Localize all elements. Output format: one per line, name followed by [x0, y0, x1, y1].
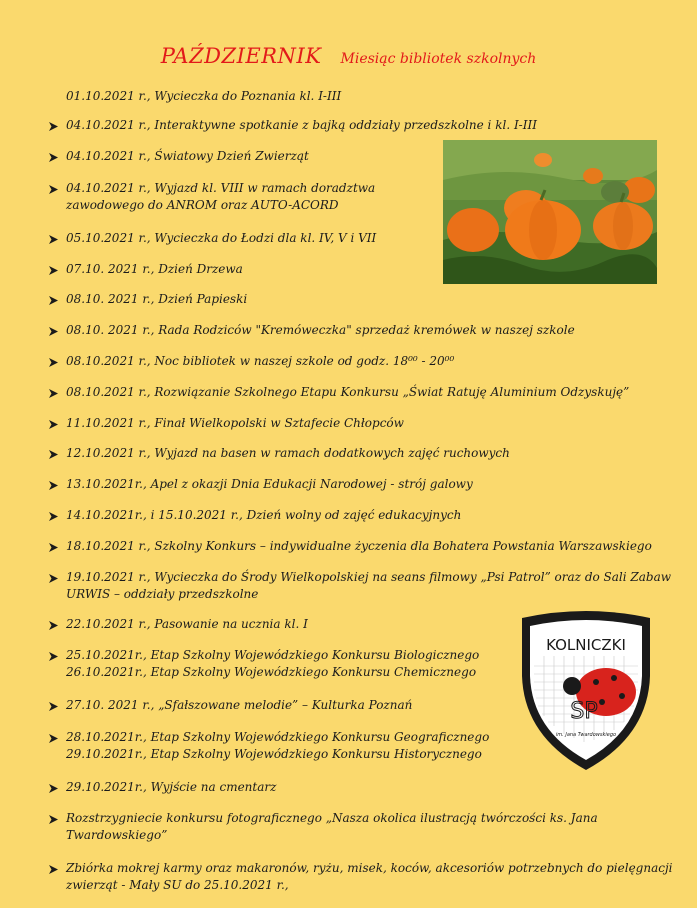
event-text [66, 261, 243, 278]
event-text [66, 148, 309, 165]
event-text [66, 291, 247, 308]
event-text [66, 569, 671, 603]
event-text [66, 729, 489, 763]
arrow-bullet-icon [48, 325, 59, 336]
event-text-line: zawodowego do ANROM oraz AUTO-ACORD [66, 198, 339, 212]
event-text [66, 476, 473, 493]
event-text [66, 445, 510, 462]
arrow-bullet-icon [48, 479, 59, 490]
arrow-bullet-icon [48, 151, 59, 162]
event-text-line: 05.10.2021 r., Wycieczka do Łodzi dla kl. IV, V i VII [66, 231, 377, 245]
event-text [66, 322, 575, 339]
event-text-line: 13.10.2021r., Apel z okazji Dnia Edukacji Narodowej - strój galowy [66, 477, 473, 491]
arrow-bullet-icon [48, 387, 59, 398]
arrow-bullet-icon [48, 619, 59, 630]
arrow-bullet-icon [48, 813, 59, 824]
event-text [66, 697, 412, 714]
event-text-line: 25.10.2021r., Etap Szkolny Wojewódzkiego Konkursu Biologicznego [66, 648, 480, 662]
event-text-line: 12.10.2021 r., Wyjazd na basen w ramach dodatkowych zajęć ruchowych [66, 446, 510, 460]
event-text [66, 810, 598, 844]
event-text-line: 08.10.2021 r., Rozwiązanie Szkolnego Etapu Konkursu „Świat Ratuję Aluminium Odzyskuję” [66, 385, 630, 399]
page-title-row [0, 44, 697, 68]
event-text-line: URWIS – oddziały przedszkolne [66, 587, 259, 601]
event-text-line: Twardowskiego” [66, 828, 168, 842]
event-text-line: 26.10.2021r., Etap Szkolny Wojewódzkiego Konkursu Chemicznego [66, 665, 477, 679]
event-text-line: Zbiórka mokrej karmy oraz makaronów, ryżu, misek, koców, akcesoriów potrzebnych do pielęgnacji [66, 861, 673, 875]
arrow-bullet-icon [48, 700, 59, 711]
page-subtitle: Miesiąc bibliotek szkolnych [340, 51, 537, 67]
event-text [66, 117, 537, 134]
event-text-line: 04.10.2021 r., Światowy Dzień Zwierząt [66, 149, 309, 163]
arrow-bullet-icon [48, 732, 59, 743]
arrow-bullet-icon [48, 650, 59, 661]
page-title: PAŹDZIERNIK [160, 44, 322, 68]
event-text-line: 01.10.2021 r., Wycieczka do Poznania kl. I-III [66, 89, 342, 103]
event-text-line: Rozstrzygniecie konkursu fotograficznego „Nasza okolica ilustracją twórczości ks. Jana [66, 811, 598, 825]
event-text [66, 180, 375, 214]
emblem-letters: SP [570, 699, 598, 724]
event-text [66, 616, 308, 633]
event-text-line: 11.10.2021 r., Finał Wielkopolski w Sztafecie Chłopców [66, 416, 404, 430]
event-text [66, 88, 341, 105]
event-text-line: 08.10.2021 r., Noc bibliotek w naszej szkole od godz. 18⁰⁰ - 20⁰⁰ [66, 354, 455, 368]
event-text-line: 14.10.2021r., i 15.10.2021 r., Dzień wolny od zajęć edukacyjnych [66, 508, 462, 522]
event-text-line: 08.10. 2021 r., Dzień Papieski [66, 292, 248, 306]
event-text-line: 18.10.2021 r., Szkolny Konkurs – indywidualne życzenia dla Bohatera Powstania Warszawskiego [66, 539, 652, 553]
event-text-line: 04.10.2021 r., Wyjazd kl. VIII w ramach doradztwa [66, 181, 376, 195]
arrow-bullet-icon [48, 572, 59, 583]
event-text-line: 29.10.2021r., Wyjście na cmentarz [66, 780, 277, 794]
event-text-line: 28.10.2021r., Etap Szkolny Wojewódzkiego Konkursu Geograficznego [66, 730, 490, 744]
arrow-bullet-icon [48, 782, 59, 793]
event-text-line: 04.10.2021 r., Interaktywne spotkanie z bajką oddziały przedszkolne i kl. I-III [66, 118, 537, 132]
emblem-label: KOLNICZKI [546, 636, 626, 654]
event-text-line: 19.10.2021 r., Wycieczka do Środy Wielkopolskiej na seans filmowy „Psi Patrol” oraz do Sali Zabaw [66, 570, 671, 584]
event-text [66, 353, 454, 370]
event-text-line: 29.10.2021r., Etap Szkolny Wojewódzkiego Konkursu Historycznego [66, 747, 482, 761]
arrow-bullet-icon [48, 294, 59, 305]
event-text [66, 647, 479, 681]
event-text-line: zwierząt - Mały SU do 25.10.2021 r., [66, 878, 289, 892]
arrow-bullet-icon [48, 448, 59, 459]
event-text [66, 779, 276, 796]
event-text-line: 27.10. 2021 r., „Sfałszowane melodie” – Kulturka Poznań [66, 698, 413, 712]
event-text [66, 538, 652, 555]
event-text [66, 860, 673, 894]
arrow-bullet-icon [48, 541, 59, 552]
arrow-bullet-icon [48, 356, 59, 367]
arrow-bullet-icon [48, 264, 59, 275]
arrow-bullet-icon [48, 120, 59, 131]
event-text-line: 07.10. 2021 r., Dzień Drzewa [66, 262, 243, 276]
arrow-bullet-icon [48, 233, 59, 244]
arrow-bullet-icon [48, 183, 59, 194]
event-text [66, 415, 404, 432]
arrow-bullet-icon [48, 863, 59, 874]
event-text [66, 384, 629, 401]
emblem-patron: im. Jana Twardowskiego [555, 732, 617, 738]
event-text [66, 230, 376, 247]
school-emblem [514, 606, 658, 774]
arrow-bullet-icon [48, 418, 59, 429]
event-text [66, 507, 461, 524]
arrow-bullet-icon [48, 510, 59, 521]
pumpkin-field-image [443, 140, 657, 284]
event-text-line: 22.10.2021 r., Pasowanie na ucznia kl. I [66, 617, 308, 631]
event-text-line: 08.10. 2021 r., Rada Rodziców "Kremóweczka" sprzedaż kremówek w naszej szkole [66, 323, 575, 337]
